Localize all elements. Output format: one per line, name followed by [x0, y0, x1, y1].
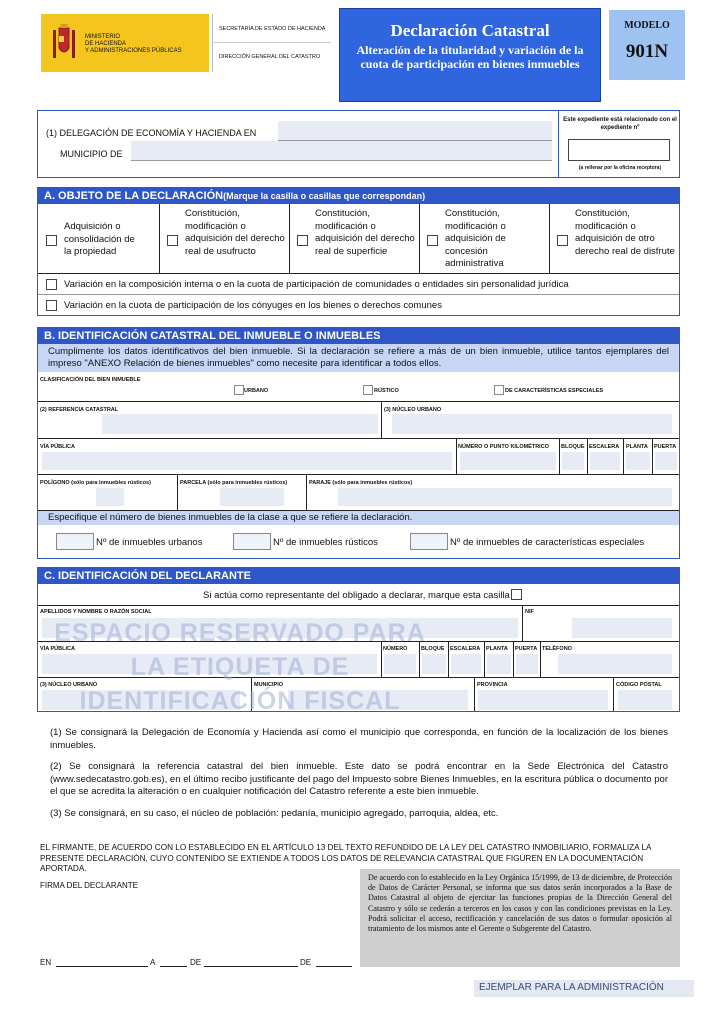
watermark-line-1: ESPACIO RESERVADO PARA [54, 619, 426, 647]
n-rusticos-input[interactable] [233, 533, 271, 550]
modelo-label: MODELO [624, 20, 670, 31]
nucleo-input-b[interactable] [392, 414, 672, 434]
n-especiales-input[interactable] [410, 533, 448, 550]
cp-label: CÓDIGO POSTAL [616, 682, 662, 688]
page-title: Declaración Catastral [390, 21, 550, 40]
escalera-label-b: ESCALERA [589, 444, 620, 450]
lugar-input[interactable] [56, 966, 148, 967]
referencia-input[interactable] [102, 414, 378, 434]
bloque-input-b[interactable] [562, 452, 584, 470]
especifique-bar: Especifique el número de bienes inmuebles de la clase a que se refiere la declaración. [38, 511, 679, 525]
en-label: EN [40, 958, 52, 967]
nif-input[interactable] [572, 618, 672, 638]
n-rusticos-label: Nº de inmuebles rústicos [273, 537, 378, 548]
page-subtitle: Alteración de la titularidad y variación de la cuota de participación en bienes inmuebles [356, 43, 584, 71]
municipio-input-c[interactable] [288, 690, 468, 710]
parcela-label: PARCELA (sólo para inmuebles rústicos) [180, 480, 288, 486]
n-urbanos-input[interactable] [56, 533, 94, 550]
row-variacion-conyuges: Variación en la cuota de participación de los cónyuges en los bienes o derechos comunes [64, 300, 442, 311]
poligono-input[interactable] [96, 488, 124, 506]
delegacion-input[interactable] [278, 121, 552, 141]
escalera-input-b[interactable] [590, 452, 620, 470]
representante-label: Si actúa como representante del obligado a declarar, marque esta casilla [203, 590, 510, 601]
paraje-label: PARAJE (sólo para inmuebles rústicos) [309, 480, 413, 486]
planta-label-b: PLANTA [626, 444, 648, 450]
ministry-logo-block [41, 14, 209, 72]
provincia-input[interactable] [478, 690, 608, 710]
a-label: A [150, 958, 156, 967]
numero-input-c[interactable] [384, 654, 416, 674]
modelo-code: 901N [625, 41, 669, 62]
apellidos-input[interactable] [42, 618, 518, 638]
expediente-input[interactable] [568, 139, 670, 161]
numero-km-label: NÚMERO O PUNTO KILOMÉTRICO [458, 444, 549, 450]
municipio-input[interactable] [131, 141, 552, 161]
firma-label: FIRMA DEL DECLARANTE [40, 881, 138, 890]
section-b-instructions: Cumplimente los datos identificativos del bien inmueble. Si la declaración se refiere a más de un bien inmueble, utilice tantos ejemplares del impreso "ANEXO Relación de bienes inmuebles" como necesite para identificar a todos ellos. [38, 344, 679, 372]
puerta-input-c[interactable] [516, 654, 538, 674]
checkbox-concesion[interactable] [427, 235, 438, 246]
cp-input[interactable] [618, 690, 672, 710]
numero-km-input[interactable] [460, 452, 556, 470]
nucleo-input-c[interactable] [42, 690, 240, 710]
ministry-line-1: MINISTERIO [85, 34, 121, 40]
option-otro-derecho-label: Constitución, modificación o adquisición de otro derecho real de disfrute [575, 208, 675, 257]
nif-label: NIF [525, 609, 534, 615]
secretaria-label: SECRETARÍA DE ESTADO DE HACIENDA [219, 26, 326, 32]
checkbox-variacion-conyuges[interactable] [46, 300, 57, 311]
telefono-input[interactable] [558, 654, 672, 674]
referencia-label: (2) REFERENCIA CATASTRAL [40, 407, 119, 413]
checkbox-urbano[interactable] [234, 385, 244, 395]
mes-input[interactable] [204, 966, 298, 967]
title-box [339, 8, 601, 102]
checkbox-usufructo[interactable] [167, 235, 178, 246]
privacy-notice: De acuerdo con lo establecido en la Ley Orgánica 15/1999, de 13 de diciembre, de Protección de Datos de Carácter Personal, se informa que sus datos serán incorporados a la Base de Datos Catastral al objeto de ejercitar las funciones propias de la Dirección General del Catastro y sólo se cederán a terceros en los casos y con las condiciones previstas en la Ley. Podrá solicitar el acceso, rectificación y cancelación de sus datos o formular oposición al tratamiento de los mismos ante el Gerente o Subgerente del Catastro. [360, 869, 680, 967]
nucleo-label-c: (3) NÚCLEO URBANO [40, 682, 98, 688]
puerta-label-c: PUERTA [515, 646, 538, 652]
urbano-label: URBANO [244, 388, 269, 394]
checkbox-propiedad[interactable] [46, 235, 57, 246]
planta-input-b[interactable] [626, 452, 650, 470]
checkbox-variacion-comunidades[interactable] [46, 279, 57, 290]
especiales-label: DE CARACTERÍSTICAS ESPECIALES [505, 388, 604, 394]
parcela-input[interactable] [220, 488, 284, 506]
coat-of-arms-icon [51, 22, 77, 64]
section-a-header [38, 188, 679, 204]
expediente-note: Este expediente está relacionado con el expediente nº [563, 117, 677, 131]
planta-input-c[interactable] [487, 654, 511, 674]
note-1: (1) Se consignará la Delegación de Economía y Hacienda así como el municipio que corresponda, en función de la localización de los bienes inmuebles. [50, 727, 668, 751]
via-label-b: VÍA PÚBLICA [40, 444, 75, 450]
puerta-input-b[interactable] [655, 452, 677, 470]
location-box [37, 110, 680, 178]
option-usufructo-label: Constitución, modificación o adquisición del derecho real de usufructo [185, 208, 285, 257]
bloque-label-c: BLOQUE [421, 646, 445, 652]
numero-label-c: NÚMERO [383, 646, 408, 652]
dia-input[interactable] [160, 966, 187, 967]
planta-label-c: PLANTA [486, 646, 508, 652]
rustico-label: RÚSTICO [374, 388, 399, 394]
via-input-c[interactable] [42, 654, 377, 674]
firmante-text: EL FIRMANTE, DE ACUERDO CON LO ESTABLECIDO EN EL ARTÍCULO 13 DEL TEXTO REFUNDIDO DE LA LEY DEL CATASTRO INMOBILIARIO, FORMALIZA LA PRESENTE DECLARACIÓN, CUYO CONTENIDO SE EXTIENDE A TODOS LOS DATOS DE RELEVANCIA CATASTRAL QUE FIGUREN EN LA DOCUMENTACIÓN APORTADA. [40, 843, 652, 873]
municipio-label-c: MUNICIPIO [254, 682, 284, 688]
nucleo-label-b: (3) NÚCLEO URBANO [384, 407, 442, 413]
note-3: (3) Se consignará, en su caso, el núcleo de población: pedanía, municipio agregado, parroquia, aldea, etc. [50, 807, 499, 819]
section-c [37, 567, 680, 715]
ministry-line-3: Y ADMINISTRACIONES PÚBLICAS [85, 48, 182, 54]
option-superficie-label: Constitución, modificación o adquisición del derecho real de superficie [315, 208, 415, 257]
modelo-box [609, 10, 685, 80]
checkbox-otro-derecho[interactable] [557, 235, 568, 246]
checkbox-especiales[interactable] [494, 385, 504, 395]
row-variacion-comunidades: Variación en la composición interna o en la cuota de participación de comunidades o entidades sin personalidad jurídica [64, 279, 569, 290]
de-label-2: DE [300, 958, 312, 967]
ministry-line-2: DE HACIENDA [85, 41, 127, 47]
option-concesion-label: Constitución, modificación o adquisición de concesión administrativa [445, 208, 506, 269]
clasificacion-label: CLASIFICACIÓN DEL BIEN INMUEBLE [40, 377, 141, 383]
poligono-label: POLÍGONO (sólo para inmuebles rústicos) [40, 480, 151, 486]
apellidos-label: APELLIDOS Y NOMBRE O RAZÓN SOCIAL [40, 609, 152, 615]
bloque-label-b: BLOQUE [561, 444, 585, 450]
paraje-input[interactable] [338, 488, 672, 506]
escalera-input-c[interactable] [451, 654, 481, 674]
anio-input[interactable] [316, 966, 352, 967]
provincia-label: PROVINCIA [477, 682, 508, 688]
telefono-label: TELÉFONO [542, 646, 572, 652]
escalera-label-c: ESCALERA [450, 646, 481, 652]
checkbox-superficie[interactable] [297, 235, 308, 246]
checkbox-rustico[interactable] [363, 385, 373, 395]
municipio-label: MUNICIPIO DE [60, 149, 123, 159]
section-b-header: B. IDENTIFICACIÓN CATASTRAL DEL INMUEBLE O INMUEBLES [38, 328, 679, 344]
n-urbanos-label: Nº de inmuebles urbanos [96, 537, 203, 548]
puerta-label-b: PUERTA [654, 444, 677, 450]
section-c-header: C. IDENTIFICACIÓN DEL DECLARANTE [38, 568, 679, 584]
via-input-b[interactable] [42, 452, 452, 470]
direccion-label: DIRECCIÓN GENERAL DEL CATASTRO [219, 54, 321, 60]
delegacion-label: (1) DELEGACIÓN DE ECONOMÍA Y HACIENDA EN [46, 128, 257, 138]
via-label-c: VÍA PÚBLICA [40, 646, 75, 652]
ejemplar-label: EJEMPLAR PARA LA ADMINISTRACIÓN [474, 980, 694, 997]
oficina-note: (a rellenar por la oficina receptora) [578, 165, 662, 171]
section-a-hint: (Marque la casilla o casillas que correspondan) [223, 191, 426, 201]
de-label-1: DE [190, 958, 202, 967]
section-a [37, 187, 680, 316]
note-2: (2) Se consignará la referencia catastral del bien inmueble. Este dato se podrá encontrar en la Sede Electrónica del Catastro (www.sedecatastro.gob.es), en el último recibo justificante del pago del Impuesto sobre Bienes Inmuebles, en la escritura pública o documento por el que se acredita la alteración o en cualquier notificación del Catastro referente a este bien inmueble. [50, 761, 668, 797]
n-especiales-label: Nº de inmuebles de características especiales [450, 537, 645, 548]
checkbox-representante[interactable] [511, 589, 522, 600]
bloque-input-c[interactable] [422, 654, 446, 674]
section-a-title: A. OBJETO DE LA DECLARACIÓN [44, 190, 224, 202]
option-propiedad-label: Adquisición o consolidación de la propiedad [64, 221, 135, 257]
notes [50, 727, 668, 820]
section-b [37, 327, 680, 559]
watermark-line-2: LA ETIQUETA DE [130, 653, 350, 681]
watermark-line-3: IDENTIFICACIÓN FISCAL [79, 687, 401, 715]
